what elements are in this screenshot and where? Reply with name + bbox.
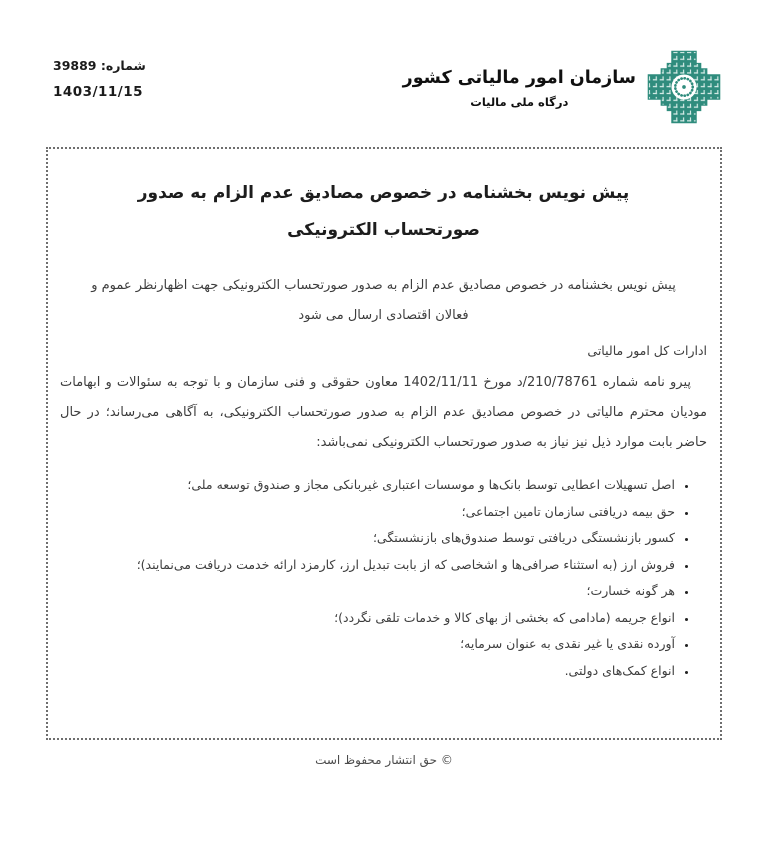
list-item: • حق بیمه دریافتی سازمان تامین اجتماعی؛ [60,499,675,526]
doc-number: شماره: 39889 [53,58,146,73]
list-item: • اصل تسهیلات اعطایی توسط بانک‌ها و موسسات اعتباری غیربانکی مجاز و صندوق توسعه ملی؛ [60,472,675,499]
letter-intro: پیش نویس بخشنامه در خصوص مصادیق عدم الزام به صدور صورتحساب الکترونیکی جهت اظهارنظر عموم و فعالان اقتصادی ارسال می شود [91,278,676,323]
letter-title: پیش نویس بخشنامه در خصوص مصادیق عدم الزام به صدور صورتحساب الکترونیکی [137,183,630,240]
list-item: • آورده نقدی یا غیر نقدی به عنوان سرمایه؛ [60,631,675,658]
doc-date: 1403/11/15 [53,84,144,100]
list-item: • هر گونه خسارت؛ [60,578,675,605]
org-brand [403,48,722,126]
org-subtitle: درگاه ملی مالیات [470,95,569,109]
list-item: • انواع کمک‌های دولتی. [60,658,675,685]
org-text [403,48,636,109]
list-item: • انواع جریمه (مادامی که بخشی از بهای کالا و خدمات تلقی نگردد)؛ [60,605,675,632]
letter-header [53,48,722,143]
org-name: سازمان امور مالیاتی کشور [402,68,636,88]
doc-meta [53,58,146,100]
exemption-list [60,472,707,684]
addressee: ادارات کل امور مالیاتی [587,343,707,358]
letter-body-paragraph: پیرو نامه شماره 210/78761/د مورخ 1402/11/11 معاون حقوقی و فنی سازمان و با توجه به سئوالات و ابهامات مودیان محترم مالیاتی در خصوص مصادیق عدم الزام به صدور صورتحساب الکترونیکی، به آگاهی می‌رساند؛ در حال حاضر بابت موارد ذیل نیز نیاز به صدور صورتحساب الکترونیکی نمی‌باشد: [60,375,707,450]
list-item: • کسور بازنشستگی دریافتی توسط صندوق‌های بازنشستگی؛ [60,525,675,552]
letter-body-frame [46,147,722,740]
list-item: • فروش ارز (به استثناء صرافی‌ها و اشخاصی که از بابت تبدیل ارز، کارمزد ارائه خدمت دریافت می‌نمایند)؛ [60,552,675,579]
copyright-notice: © حق انتشار محفوظ است [315,753,453,767]
tax-org-logo-icon [646,48,722,126]
